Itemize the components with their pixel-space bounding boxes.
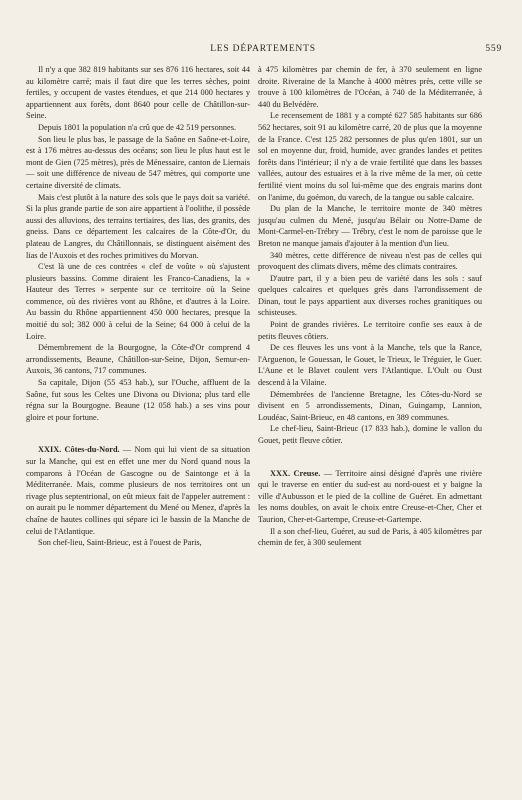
paragraph: Son lieu le plus bas, le passage de la Saône en Saône-et-Loire, est à 176 mètres au-dessus des océans; son lieu le plus haut est le mont de Gien (725 mètres), près de Ménessaire, canton de Liernais — soit une différence de niveau de 547 mètres, qui comporte une certaine diversité de climats.: [26, 134, 250, 190]
paragraph: Mais c'est plutôt à la nature des sols que le pays doit sa variété. Si la plus grande partie de son aire appartient à l'oolithe, il possède aussi des alluvions, des terrains tertiaires, des lias, des granits, des gneiss. Dans ce département les calcaires de la Côte-d'Or, du plateau de Langres, du Châtillonnais, se distinguent aisément des lias de l'Auxois et des roches primitives du Morvan.: [26, 192, 250, 260]
section-title: XXIX. Côtes-du-Nord.: [38, 445, 120, 455]
paragraph: D'autre part, il y a bien peu de variété dans les sols : sauf quelques calcaires et quelques grès dans l'arrondissement de Dinan, tout le pays appartient aux diverses roches granitiques ou schisteuses.: [258, 273, 482, 318]
paragraph: Il n'y a que 382 819 habitants sur ses 876 116 hectares, soit 44 au kilomètre carré; mais il faut dire que les terres sèches, point fertiles, y occupent de vastes étendues, et que 214 000 hectares y appartiennent aux forêts, dont 8640 pour celle de Châtillon-sur-Seine.: [26, 65, 250, 121]
paragraph: Le recensement de 1881 y a compté 627 585 habitants sur 686 562 hectares, soit 91 au kilomètre carré, 20 de plus que la moyenne de la France. C'est 125 282 personnes de plus qu'en 1801, sur un sol en moyenne dur, froid, humide, avec grandes landes et petites forêts dans l'intérieur; il n'y a de vraie fertilité que dans les basses vallées, autour des estuaires et à la rive même de la mer, où cette fertilité vient moins du sol lui-même que des engrais marins dont on l'anime, du goémon, du varech, de la tangue ou sable calcaire.: [258, 111, 482, 202]
paragraph: à 475 kilomètres par chemin de fer, à 370 seulement en ligne droite. Riveraine de la Manche à 4000 mètres près, cette ville se trouve à 100 kilomètres de l'Océan, à 740 de la Méditerranée, à 440 du Belvédère.: [258, 65, 482, 109]
section-text: — Territoire ainsi désigné d'après une rivière qui le traverse en entier du sud-est au nord-ouest et y baigne la ville d'Aubusson et le pied de la colline de Guéret. En admettant les noms doubles, on avait le choix entre Creuse-et-Cher, Cher et Taurion, Cher-et-Gartempe, Creuse-et-Gartempe.: [258, 468, 482, 524]
paragraph: Depuis 1801 la population n'a crû que de 42 519 personnes.: [38, 122, 237, 132]
paragraph: Sa capitale, Dijon (55 453 hab.), sur l'Ouche, affluent de la Saône, fut sous les Celtes une Divona ou Diviona; plus tard elle régna sur la Bourgogne. Beaune (12 058 hab.) a ses vins pour gloire et pour fortune.: [26, 378, 250, 422]
section-title: XXX. Creuse.: [270, 468, 321, 478]
paragraph: Point de grandes rivières. Le territoire confie ses eaux à de petits fleuves côtiers.: [258, 320, 482, 341]
section-paragraph: [258, 468, 482, 526]
paragraph: 340 mètres, cette différence de niveau n'est pas de celles qui provoquent des climats divers, même des climats contraires.: [258, 250, 482, 272]
right-column: [258, 64, 482, 549]
section-paragraph: [26, 444, 250, 537]
left-column: [26, 64, 250, 549]
paragraph: De ces fleuves les uns vont à la Manche, tels que la Rance, l'Arguenon, le Gouessan, le Gouet, le Trieux, le Tréguier, le Guer. L'Aune et le Blavet coulent vers l'Atlantique. L'Oult ou Oust descend à la Vilaine.: [258, 343, 482, 388]
section-text: — Nom qui lui vient de sa situation sur la Manche, qui est en effet une mer du Nord quand nous la comparons à l'Océan de Gascogne ou de Saintonge et à la Méditerranée. Mais, comme plusieurs de nos territoires ont un rivage plus septentrional, on eût mieux fait de l'appeler autrement : on aurait pu le nommer département du Mené ou Menez, d'après la chaîne de hautes collines qui sépare ici le bassin de la Manche de celui de l'Atlantique.: [26, 445, 250, 536]
paragraph: Le chef-lieu, Saint-Brieuc (17 833 hab.), domine le vallon du Gouet, petit fleuve côtier.: [258, 424, 482, 445]
running-header: [24, 44, 502, 58]
paragraph: Démembrées de l'ancienne Bretagne, les Côtes-du-Nord se divisent en 5 arrondissements, Dinan, Guingamp, Lannion, Loudéac, Saint-Brieuc, en 48 cantons, en 389 communes.: [258, 389, 482, 422]
paragraph: Du plan de la Manche, le territoire monte de 340 mètres jusqu'au culmen du Mené, jusqu'au Bélair ou Notre-Dame de Mont-Carmel-en-Trébry — Trébry, c'est le nom de paroisse que le Breton ne manque jamais d'ajouter à la mention d'un lieu.: [258, 204, 482, 248]
paragraph: C'est là une de ces contrées « clef de voûte » où s'ajustent plusieurs bassins. Comme diraient les Franco-Canadiens, la « Hauteur des Terres » serpente sur ce territoire où la Seine commence, où des rivières vont au Rhône, et d'autres à la Loire. Au bassin du Rhône appartiennent 450 000 hectares, presque la moitié du sol; 382 000 à celui de la Seine; 64 000 à celui de la Loire.: [26, 262, 250, 341]
paragraph: Démembrement de la Bourgogne, la Côte-d'Or comprend 4 arrondissements, Beaune, Châtillon-sur-Seine, Dijon, Semur-en-Auxois, 36 cantons, 717 communes.: [26, 343, 250, 376]
page-number: 559: [485, 44, 502, 54]
paragraph: Il a son chef-lieu, Guéret, au sud de Paris, à 405 kilomètres par chemin de fer, à 300 seulement: [258, 526, 482, 548]
paragraph: Son chef-lieu, Saint-Brieuc, est à l'ouest de Paris,: [38, 538, 202, 548]
running-title: LES DÉPARTEMENTS: [210, 44, 316, 54]
